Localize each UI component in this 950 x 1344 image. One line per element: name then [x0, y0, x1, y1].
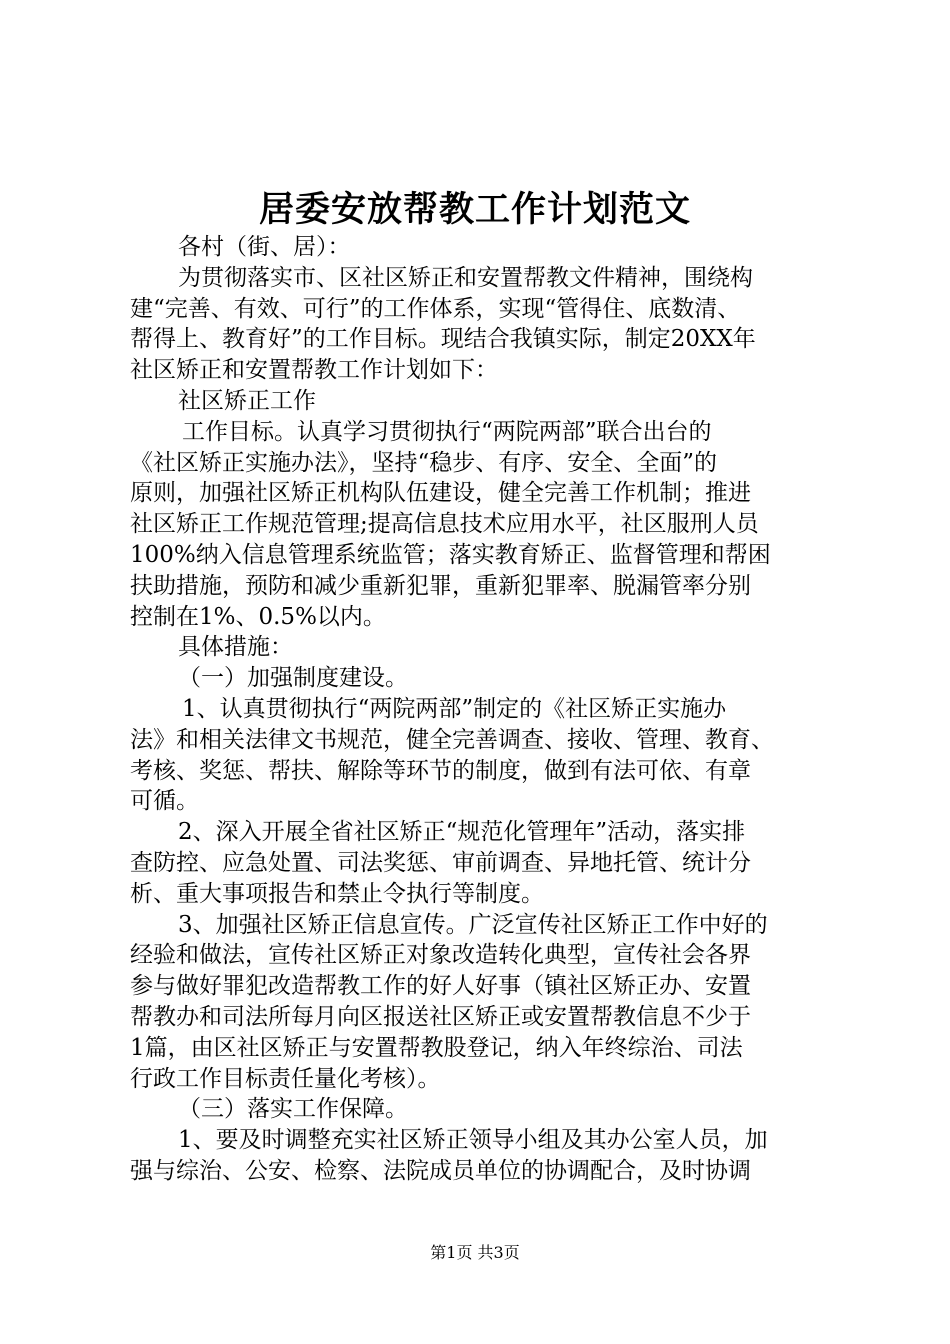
paragraph-line: 社区矫正工作规范管理;提高信息技术应用水平，社区服刑人员 [130, 511, 759, 538]
section-heading: 社区矫正工作 [178, 387, 316, 414]
paragraph-line: 原则，加强社区矫正机构队伍建设，健全完善工作机制；推进 [130, 480, 751, 507]
paragraph-line: 工作目标。认真学习贯彻执行“两院两部”联合出台的 [182, 418, 712, 445]
paragraph-line: 强与综治、公安、检察、法院成员单位的协调配合，及时协调 [130, 1157, 751, 1184]
document-title: 居委安放帮教工作计划范文 [258, 189, 691, 230]
section-heading: （三）落实工作保障。 [178, 1096, 408, 1123]
paragraph-line: 1、认真贯彻执行“两院两部”制定的《社区矫正实施办 [182, 695, 727, 722]
paragraph-line: 帮得上、教育好”的工作目标。现结合我镇实际，制定20XX年 [130, 326, 756, 353]
paragraph-line: 建“完善、有效、可行”的工作体系，实现“管得住、底数清、 [130, 295, 741, 322]
paragraph-line: 析、重大事项报告和禁止令执行等制度。 [130, 880, 544, 907]
paragraph-line: 参与做好罪犯改造帮教工作的好人好事（镇社区矫正办、安置 [130, 973, 751, 1000]
paragraph-line: 可循。 [130, 788, 199, 815]
paragraph-line: 为贯彻落实市、区社区矫正和安置帮教文件精神，围绕构 [178, 264, 753, 291]
paragraph-line: 法》和相关法律文书规范，健全完善调查、接收、管理、教育、 [130, 726, 774, 753]
section-heading: （一）加强制度建设。 [178, 665, 408, 692]
paragraph-line: 行政工作目标责任量化考核）。 [130, 1065, 441, 1092]
paragraph-line: 100%纳入信息管理系统监管；落实教育矫正、监督管理和帮困 [130, 541, 771, 568]
salutation-line: 各村（街、居）： [178, 234, 351, 260]
paragraph-line: 经验和做法，宣传社区矫正对象改造转化典型，宣传社会各界 [130, 942, 751, 969]
paragraph-line: 2、深入开展全省社区矫正“规范化管理年”活动，落实排 [178, 819, 746, 846]
paragraph-line: 《社区矫正实施办法》，坚持“稳步、有序、安全、全面”的 [130, 449, 718, 476]
paragraph-line: 扶助措施，预防和减少重新犯罪，重新犯罪率、脱漏管率分别 [130, 572, 751, 599]
paragraph-line: 查防控、应急处置、司法奖惩、审前调查、异地托管、统计分 [130, 849, 751, 876]
paragraph-line: 控制在1%、0.5%以内。 [130, 603, 386, 630]
paragraph-line: 帮教办和司法所每月向区报送社区矫正或安置帮教信息不少于 [130, 1003, 751, 1030]
paragraph-line: 3、加强社区矫正信息宣传。广泛宣传社区矫正工作中好的 [178, 911, 768, 938]
paragraph-line: 1、要及时调整充实社区矫正领导小组及其办公室人员，加 [178, 1127, 768, 1154]
paragraph-line: 考核、奖惩、帮扶、解除等环节的制度，做到有法可依、有章 [130, 757, 751, 784]
page-number: 第1页 共3页 [430, 1243, 520, 1262]
paragraph-line: 1篇，由区社区矫正与安置帮教股登记，纳入年终综治、司法 [130, 1034, 743, 1061]
document-body [130, 232, 830, 1187]
section-heading: 具体措施： [178, 634, 293, 661]
paragraph-line: 社区矫正和安置帮教工作计划如下： [130, 357, 498, 384]
